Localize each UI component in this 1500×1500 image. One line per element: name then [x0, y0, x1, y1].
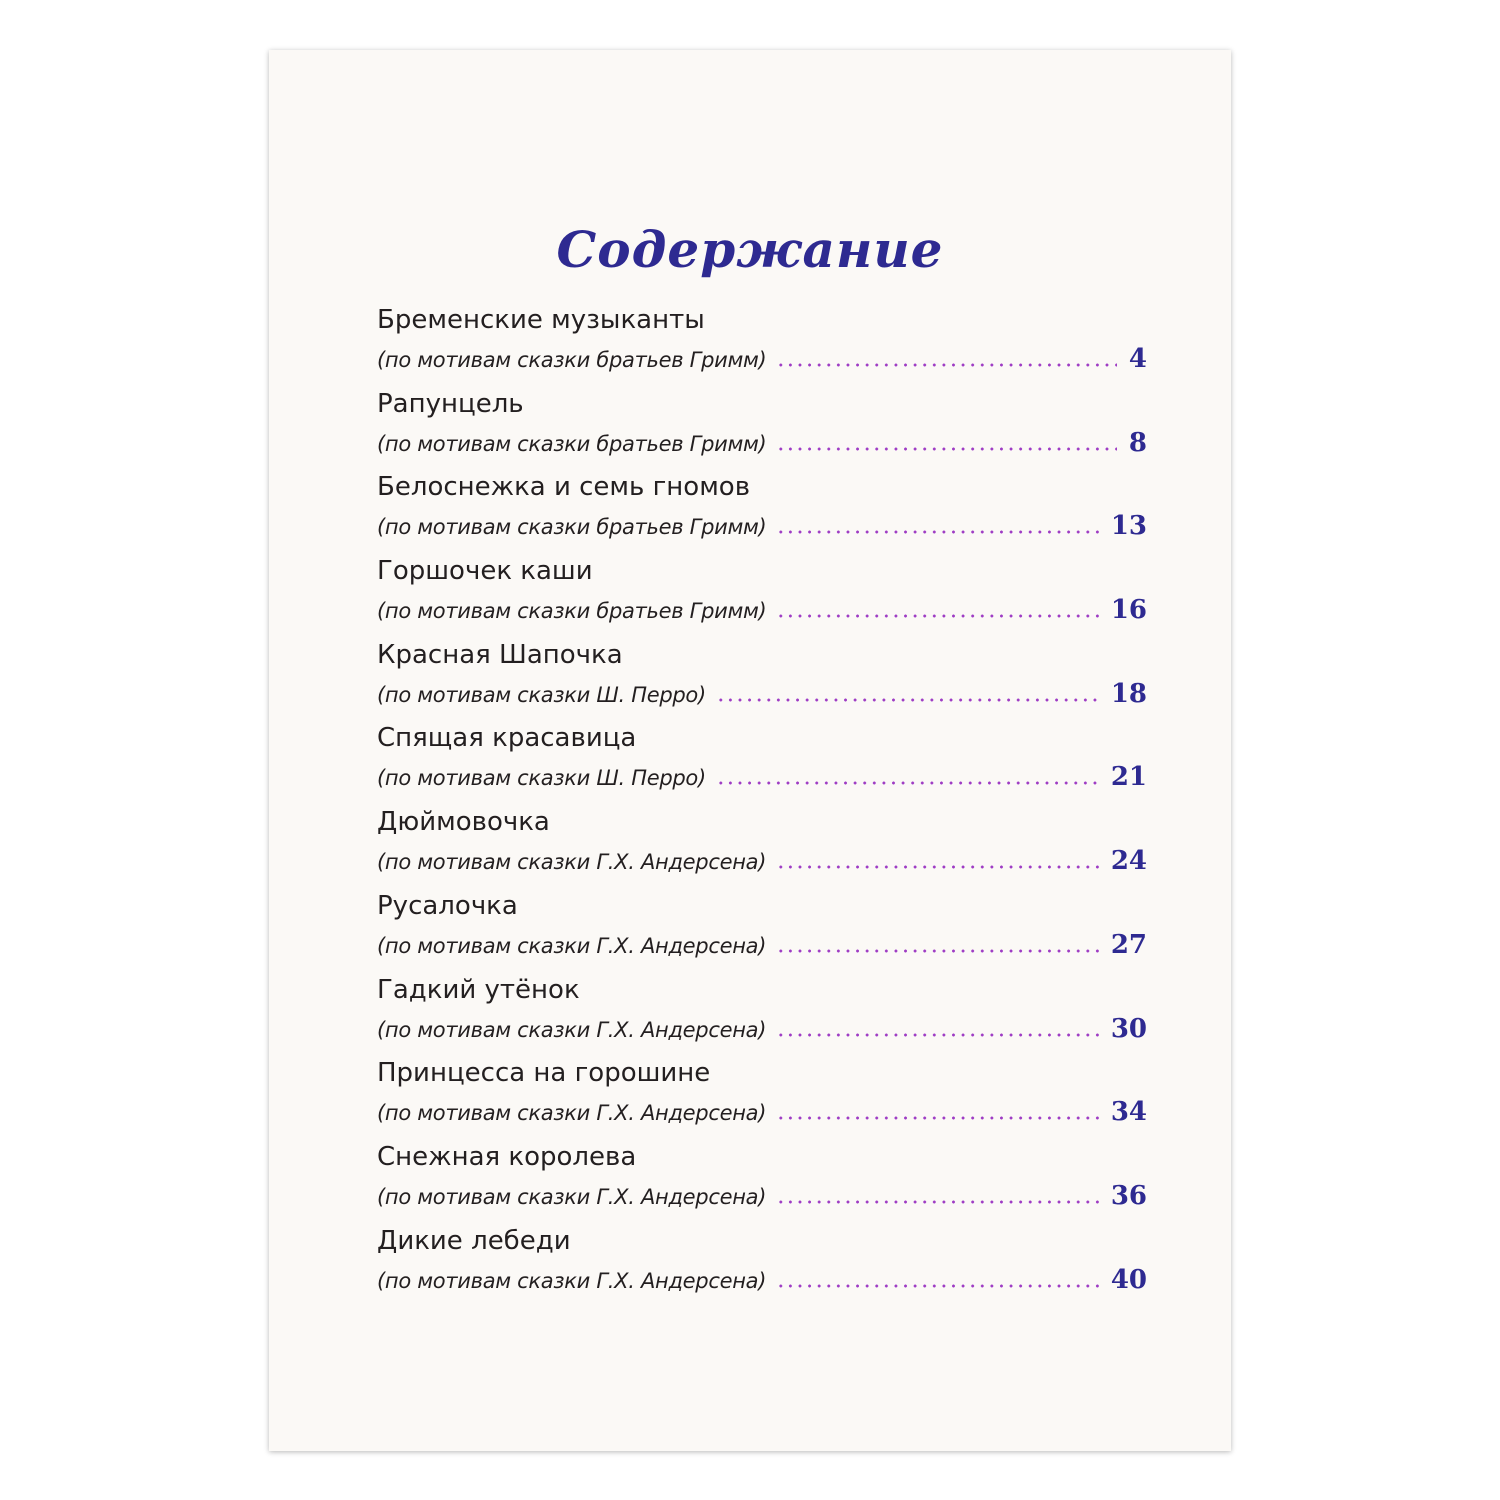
toc-entry-page-number: 18 — [1110, 678, 1147, 709]
toc-entry-page-number: 21 — [1110, 762, 1147, 793]
leader-dots — [716, 780, 1103, 786]
toc-entry-line — [377, 426, 1147, 460]
toc-entry-line — [377, 844, 1147, 878]
toc-entry-line — [377, 760, 1147, 794]
leader-dots — [776, 1199, 1103, 1205]
toc-entry-subtitle: (по мотивам сказки братьев Гримм) — [377, 599, 767, 624]
toc-entry-title: Снежная королева — [377, 1141, 637, 1172]
toc-entry-subtitle: (по мотивам сказки Г.Х. Андерсена) — [377, 1101, 767, 1126]
toc-entry-line — [377, 593, 1147, 627]
toc-entry-line — [377, 928, 1147, 962]
toc-entry-page-number: 4 — [1128, 344, 1147, 374]
toc-entry-subtitle: (по мотивам сказки Г.Х. Андерсена) — [377, 850, 767, 875]
toc-entry — [377, 720, 1147, 804]
leader-dots — [776, 948, 1103, 954]
toc-entry — [377, 302, 1147, 386]
toc-entry-page-number: 24 — [1110, 846, 1147, 877]
toc-entry-title: Принцесса на горошине — [377, 1058, 711, 1089]
toc-entry-page-number: 13 — [1110, 511, 1147, 542]
toc-entry-subtitle: (по мотивам сказки братьев Гримм) — [377, 515, 767, 540]
page-title: Содержание — [556, 220, 944, 279]
toc-entry-line — [377, 1263, 1147, 1297]
toc-entry-title: Дюймовочка — [377, 807, 550, 838]
toc-entry-subtitle: (по мотивам сказки Г.Х. Андерсена) — [377, 933, 767, 958]
leader-dots — [776, 1115, 1103, 1121]
toc-entry-page-number: 27 — [1110, 929, 1147, 960]
toc-entry-title: Дикие лебеди — [377, 1225, 571, 1256]
toc-entry — [377, 804, 1147, 888]
toc-entry-subtitle: (по мотивам сказки Г.Х. Андерсена) — [377, 1184, 767, 1209]
leader-dots — [776, 362, 1117, 368]
toc-entry — [377, 637, 1147, 721]
toc-entry-title: Спящая красавица — [377, 723, 637, 754]
toc-entry-subtitle: (по мотивам сказки Ш. Перро) — [377, 766, 706, 791]
toc-entry-title: Белоснежка и семь гномов — [377, 472, 751, 503]
toc-entry-page-number: 30 — [1110, 1013, 1147, 1044]
toc-entry-line — [377, 1179, 1147, 1213]
toc-entry-title: Горшочек каши — [377, 556, 593, 587]
toc-entry-title: Русалочка — [377, 890, 518, 921]
toc-entry-subtitle: (по мотивам сказки Ш. Перро) — [377, 682, 706, 707]
toc-entry — [377, 553, 1147, 637]
toc-entry-page-number: 40 — [1110, 1264, 1147, 1295]
toc-entry-subtitle: (по мотивам сказки братьев Гримм) — [377, 348, 767, 372]
leader-dots — [776, 1283, 1103, 1289]
toc-entry-title: Красная Шапочка — [377, 639, 623, 670]
toc-entry-subtitle: (по мотивам сказки Г.Х. Андерсена) — [377, 1017, 767, 1042]
toc-entry-page-number: 16 — [1110, 595, 1147, 626]
toc-entry-subtitle: (по мотивам сказки братьев Гримм) — [377, 431, 767, 456]
leader-dots — [776, 613, 1102, 619]
toc-entry — [377, 386, 1147, 470]
toc-entry — [377, 469, 1147, 553]
toc-entry-title: Рапунцель — [377, 388, 524, 419]
toc-entry-title: Бременские музыканты — [377, 305, 705, 335]
table-of-contents — [377, 302, 1147, 1306]
toc-entry-line — [377, 1095, 1147, 1129]
toc-entry-line — [377, 1012, 1147, 1046]
toc-entry — [377, 1223, 1147, 1307]
toc-entry-title: Гадкий утёнок — [377, 974, 580, 1005]
toc-entry-page-number: 8 — [1128, 427, 1147, 458]
toc-entry-subtitle: (по мотивам сказки Г.Х. Андерсена) — [377, 1268, 767, 1293]
toc-entry-page-number: 36 — [1110, 1180, 1147, 1211]
leader-dots — [776, 529, 1102, 535]
leader-dots — [776, 864, 1103, 870]
leader-dots — [776, 1032, 1103, 1038]
toc-entry — [377, 1055, 1147, 1139]
toc-entry-line — [377, 677, 1147, 711]
toc-entry — [377, 972, 1147, 1056]
leader-dots — [776, 446, 1117, 452]
book-page — [269, 50, 1231, 1451]
leader-dots — [716, 697, 1103, 703]
toc-entry-line — [377, 509, 1147, 543]
toc-entry-line — [377, 342, 1147, 376]
toc-entry-page-number: 34 — [1110, 1097, 1147, 1128]
toc-entry — [377, 888, 1147, 972]
toc-entry — [377, 1139, 1147, 1223]
